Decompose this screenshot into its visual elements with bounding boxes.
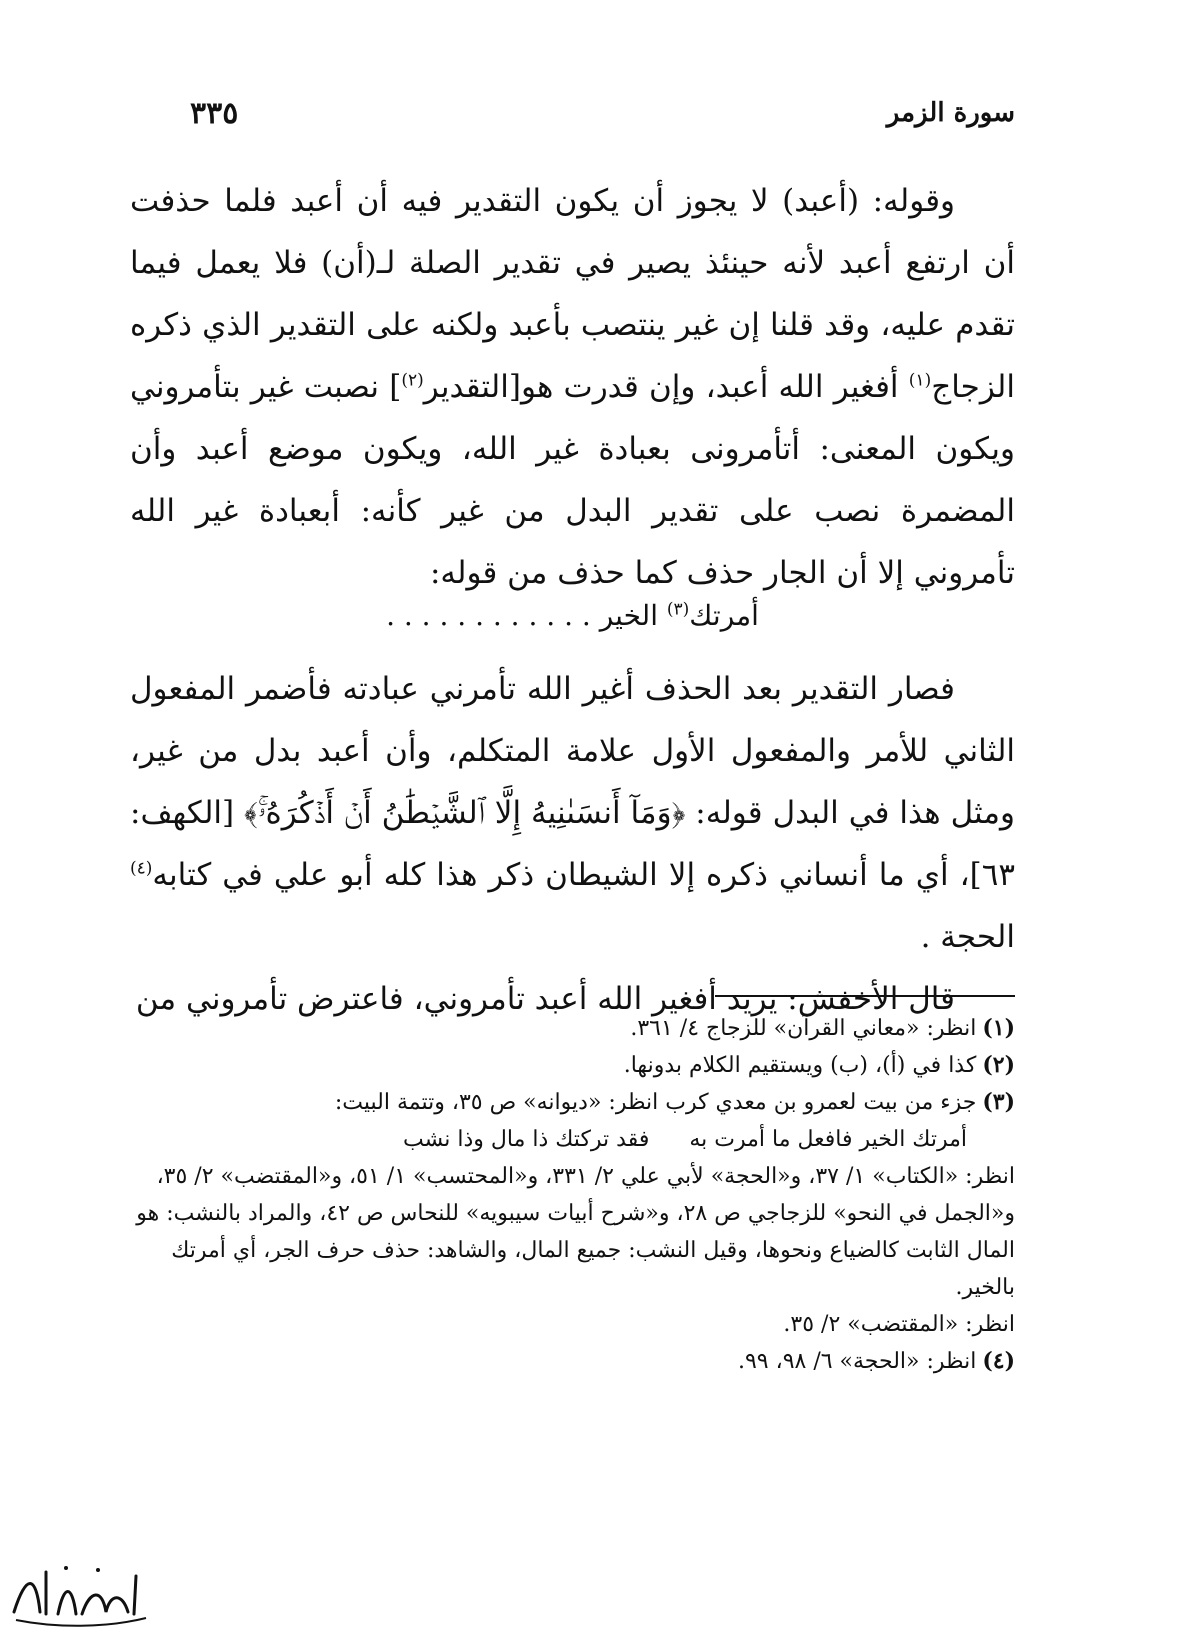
paragraph-1-text-c: ] نصبت غير بتأمروني ويكون المعنى: أتأمرونى بعبادة غير الله، ويكون موضع أعبد وأن المضمرة نصب على تقدير البدل من غير كأنه: أبعبادة غير الله تأمروني إلا أن الجار حذف كما حذف من قوله: — [130, 369, 1015, 591]
paragraph-2-text-b: الحجة . — [920, 919, 1015, 955]
footnote-number: (٢) — [982, 1052, 1015, 1078]
footnote-number: (٣) — [982, 1089, 1015, 1115]
poem-second-hemistich: فقد تركتك ذا مال وذا نشب — [403, 1127, 650, 1152]
footnote-divider — [715, 995, 1015, 997]
footnote-1 — [130, 1010, 1015, 1047]
footnote-3-poem — [130, 1121, 1015, 1158]
footnote-4 — [130, 1343, 1015, 1380]
paragraph-2-text: فصار التقدير بعد الحذف أغير الله تأمرني عبادته فأضمر المفعول الثاني للأمر والمفعول الأول علامة المتكلم، وأن أعبد بدل من غير، ومثل هذا في البدل قوله: ﴿وَمَآ أَنسَىٰنِيهُ إِلَّا ٱلشَّيۡطَٰنُ أَنۡ أَذۡكُرَهُۥۚ﴾ [الكهف: ٦٣]، أي ما أنساني ذكره إلا الشيطان ذكر هذا كله أبو علي في كتابه — [130, 671, 1015, 893]
paragraph-3: قال الأخفش: يريد أفغير الله أعبد تأمروني، فاعترض تأمروني من — [135, 981, 955, 1017]
paragraph-2 — [130, 658, 1015, 968]
verse-text-a: أمرتك — [689, 599, 759, 632]
footnote-2 — [130, 1047, 1015, 1084]
footnote-ref-4[interactable]: (٤) — [130, 858, 153, 879]
footnote-text: كذا في (أ)، (ب) ويستقيم الكلام بدونها. — [623, 1053, 977, 1078]
calligraphy-stamp-logo — [6, 1554, 156, 1636]
footnote-ref-3[interactable]: (٣) — [666, 599, 690, 620]
footnote-text: انظر: «الحجة» ٦/ ٩٨، ٩٩. — [737, 1349, 977, 1374]
page-header — [190, 88, 1015, 138]
verse-text-b: الخير . . . . . . . . . . . . — [386, 599, 667, 632]
surah-title: سورة الزمر — [886, 98, 1015, 128]
footnote-ref-1[interactable]: (١) — [908, 370, 932, 391]
paragraph-1-text-b: أفغير الله أعبد، وإن قدرت هو[التقدير — [423, 369, 909, 405]
footnote-3-reference-end: انظر: «المقتضب» ٢/ ٣٥. — [783, 1312, 1015, 1337]
paragraph-1 — [130, 170, 1015, 604]
footnote-number: (١) — [982, 1015, 1015, 1041]
footnote-3-references: انظر: «الكتاب» ١/ ٣٧، و«الحجة» لأبي علي ٢/ ٣٣١، و«المحتسب» ١/ ٥١، و«المقتضب» ٢/ ٣٥، و«الجمل في النحو» للزجاجي ص ٢٨، و«شرح أبيات سيبويه» للنحاس ص ٤٢، والمراد بالنشب: هو المال الثابت كالضياع ونحوها، وقيل النشب: جميع المال، والشاهد: حذف حرف الجر، أي أمرتك بالخير. — [136, 1164, 1015, 1300]
paragraph-1-text: وقوله: (أعبد) لا يجوز أن يكون التقدير فيه أن أعبد فلما حذفت أن ارتفع أعبد لأنه حينئذ يصير في تقدير الصلة لـ(أن) فلا يعمل فيما تقدم عليه، وقد قلنا إن غير ينتصب بأعبد ولكنه على التقدير الذي ذكره الزجاج — [130, 183, 1015, 405]
footnotes — [130, 1010, 1015, 1380]
poem-first-hemistich: أمرتك الخير فافعل ما أمرت به — [689, 1127, 967, 1152]
footnote-text: جزء من بيت لعمرو بن معدي كرب انظر: «ديوانه» ص ٣٥، وتتمة البيت: — [334, 1090, 977, 1115]
footnote-ref-2[interactable]: (٢) — [401, 370, 424, 391]
footnote-text: انظر: «معاني القرآن» للزجاج ٤/ ٣٦١. — [630, 1016, 977, 1041]
page-number: ٣٣٥ — [190, 95, 239, 131]
footnote-3 — [130, 1084, 1015, 1121]
main-text — [130, 170, 1015, 1030]
footnote-number: (٤) — [982, 1348, 1015, 1374]
